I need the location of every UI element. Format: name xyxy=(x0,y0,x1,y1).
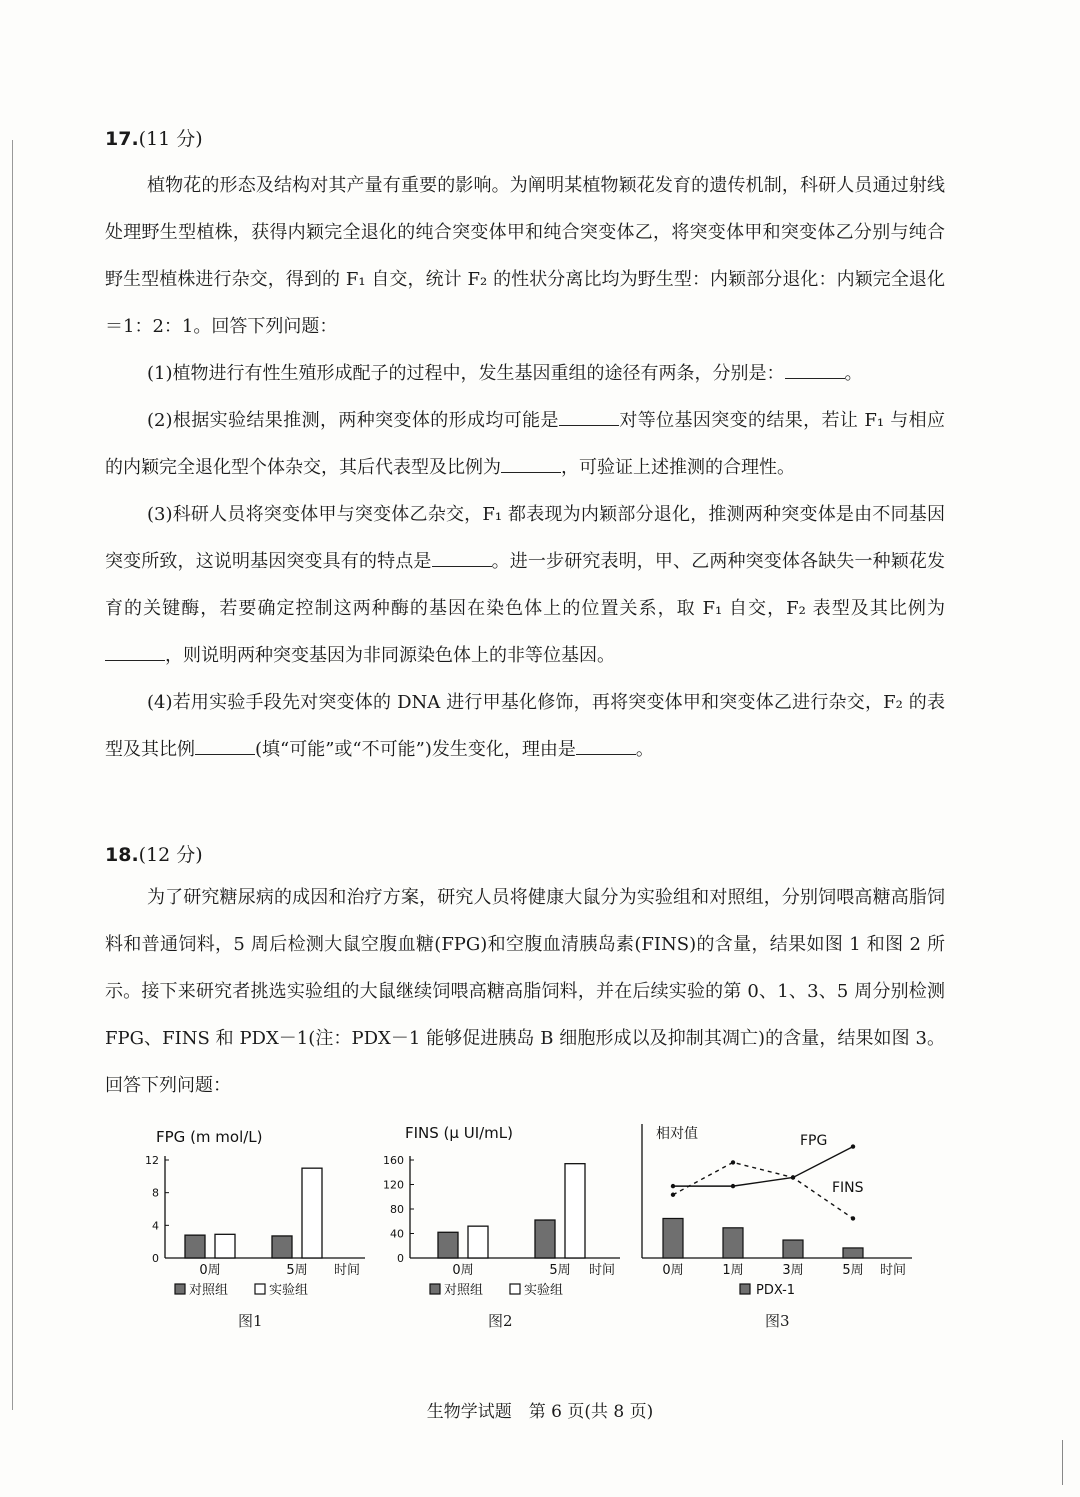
legend-swatch xyxy=(740,1284,750,1294)
series-label-fpg: FPG xyxy=(800,1133,828,1149)
q17-sub2-text-c: ，可验证上述推测的合理性。 xyxy=(561,457,795,478)
y-tick-label: 160 xyxy=(383,1154,404,1167)
bar-experiment xyxy=(468,1226,488,1258)
legend-swatch xyxy=(430,1284,440,1294)
legend-label: 对照组 xyxy=(189,1283,229,1298)
q17-body xyxy=(105,162,945,773)
bar-pdx1 xyxy=(783,1240,803,1258)
y-tick-label: 40 xyxy=(390,1227,404,1241)
q17-heading xyxy=(105,124,203,151)
figure-1-chart xyxy=(120,1120,390,1305)
scan-edge-mark xyxy=(1062,1440,1063,1485)
q17-points: (11 分) xyxy=(138,128,203,150)
page-margin-line xyxy=(12,140,13,1410)
fig3-ylabel: 相对值 xyxy=(656,1126,698,1142)
q17-sub4 xyxy=(105,679,945,773)
line-fins xyxy=(673,1162,853,1218)
bar-experiment xyxy=(302,1168,322,1258)
q17-sub4-text-c: 。 xyxy=(635,739,654,760)
q17-sub3 xyxy=(105,491,945,679)
legend-label: PDX-1 xyxy=(756,1283,796,1298)
legend-label: 实验组 xyxy=(524,1283,564,1298)
x-axis-label: 时间 xyxy=(588,1263,616,1278)
x-tick-label: 0周 xyxy=(662,1263,684,1278)
point-fins xyxy=(791,1175,795,1179)
fig3-caption: 图3 xyxy=(765,1312,790,1330)
bar-control xyxy=(185,1235,205,1258)
legend-label: 对照组 xyxy=(444,1283,484,1298)
bar-control xyxy=(535,1220,555,1258)
bar-experiment xyxy=(215,1234,235,1258)
x-tick-label: 0周 xyxy=(452,1263,474,1278)
q17-intro: 植物花的形态及结构对其产量有重要的影响。为阐明某植物颖花发育的遗传机制，科研人员通过射线处理野生型植株，获得内颖完全退化的纯合突变体甲和纯合突变体乙，将突变体甲和突变体乙分别与纯合野生型植株进行杂交，得到的 F₁ 自交，统计 F₂ 的性状分离比均为野生型：内颖部分退化：内颖完全退化＝1：2：1。回答下列问题： xyxy=(105,175,945,337)
q17-sub2-text-b: 对等位基因突变的结果，若让 F₁ 与相应的内颖完全退化型个体杂交，其后代表型及比例为 xyxy=(105,410,945,478)
q17-sub1-text: (1)植物进行有性生殖形成配子的过程中，发生基因重组的途径有两条，分别是： xyxy=(147,363,785,384)
bar-pdx1 xyxy=(723,1228,743,1258)
legend-swatch xyxy=(255,1284,265,1294)
series-label-fins: FINS xyxy=(832,1180,864,1196)
x-tick-label: 0周 xyxy=(199,1263,221,1278)
y-tick-label: 80 xyxy=(390,1203,404,1216)
q18-heading xyxy=(105,840,203,867)
figure-2-chart xyxy=(375,1120,645,1305)
x-tick-label: 5周 xyxy=(549,1263,571,1278)
figure-3-chart xyxy=(630,1120,920,1305)
q18-points: (12 分) xyxy=(138,844,203,866)
legend-swatch xyxy=(175,1284,185,1294)
y-tick-label: 12 xyxy=(145,1154,159,1167)
point-fins xyxy=(671,1193,675,1197)
q17-sub1-end: 。 xyxy=(844,363,863,384)
q17-sub3-text-b: 。进一步研究表明，甲、乙两种突变体各缺失一种颖花发育的关键酶，若要确定控制这两种酶的基因在染色体上的位置关系，取 F₁ 自交，F₂ 表型及其比例为 xyxy=(105,551,946,619)
x-tick-label: 5周 xyxy=(842,1263,864,1278)
answer-blank[interactable] xyxy=(576,753,636,755)
x-tick-label: 5周 xyxy=(286,1263,308,1278)
answer-blank[interactable] xyxy=(559,424,619,426)
q17-number: 17. xyxy=(105,128,139,150)
q18-body xyxy=(105,874,945,1109)
q17-sub1 xyxy=(105,350,945,397)
point-fpg xyxy=(671,1184,675,1188)
q17-sub2 xyxy=(105,397,945,491)
bar-pdx1 xyxy=(843,1248,863,1258)
answer-blank[interactable] xyxy=(432,565,492,567)
answer-blank[interactable] xyxy=(195,753,255,755)
q18-number: 18. xyxy=(105,844,139,866)
q17-sub3-text-c: ，则说明两种突变基因为非同源染色体上的非等位基因。 xyxy=(165,645,615,666)
x-tick-label: 1周 xyxy=(722,1263,744,1278)
y-tick-label: 8 xyxy=(152,1186,159,1200)
q17-sub3-text-a: (3)科研人员将突变体甲与突变体乙杂交，F₁ 都表现为内颖部分退化，推测两种突变体是由不同基因突变所致，这说明基因突变具有的特点是 xyxy=(105,504,945,572)
answer-blank[interactable] xyxy=(501,471,561,473)
fig1-caption: 图1 xyxy=(238,1312,263,1330)
point-fpg xyxy=(851,1144,855,1148)
q17-sub2-text-a: (2)根据实验结果推测，两种突变体的形成均可能是 xyxy=(147,410,559,431)
fig2-caption: 图2 xyxy=(488,1312,513,1330)
page-footer: 生物学试题 第 6 页(共 8 页) xyxy=(426,1402,654,1422)
legend-swatch xyxy=(510,1284,520,1294)
q18-intro: 为了研究糖尿病的成因和治疗方案，研究人员将健康大鼠分为实验组和对照组，分别饲喂高糖高脂饲料和普通饲料，5 周后检测大鼠空腹血糖(FPG)和空腹血清胰岛素(FINS)的含量，结果如图 1 和图 2 所示。接下来研究者挑选实验组的大鼠继续饲喂高糖高脂饲料，并在后续实验的第 0、1、3、5 周分别检测 FPG、FINS 和 PDX－1(注：PDX－1 能够促进胰岛 B 细胞形成以及抑制其凋亡)的含量，结果如图 3。回答下列问题： xyxy=(105,887,945,1096)
x-axis-label: 时间 xyxy=(333,1263,361,1278)
q17-sub4-text-a: (4)若用实验手段先对突变体的 DNA 进行甲基化修饰，再将突变体甲和突变体乙进行杂交，F₂ 的表型及其比例 xyxy=(105,692,945,760)
x-axis-label: 时间 xyxy=(879,1263,907,1278)
y-tick-label: 4 xyxy=(152,1219,159,1233)
answer-blank[interactable] xyxy=(105,659,165,661)
q17-sub4-text-b: (填“可能”或“不可能”)发生变化，理由是 xyxy=(255,739,576,760)
bar-pdx1 xyxy=(663,1218,683,1258)
bar-control xyxy=(438,1232,458,1258)
point-fpg xyxy=(731,1184,735,1188)
bar-control xyxy=(272,1236,292,1258)
point-fins xyxy=(731,1160,735,1164)
point-fins xyxy=(851,1216,855,1220)
bar-experiment xyxy=(565,1164,585,1258)
y-tick-label: 120 xyxy=(383,1178,404,1192)
fig2-title: FINS (μ UI/mL) xyxy=(405,1124,514,1142)
y-tick-label: 0 xyxy=(152,1252,159,1265)
line-fpg xyxy=(673,1147,853,1187)
fig1-title: FPG (m mol/L) xyxy=(156,1128,263,1146)
x-tick-label: 3周 xyxy=(782,1263,804,1278)
y-tick-label: 0 xyxy=(397,1252,404,1265)
answer-blank[interactable] xyxy=(785,377,845,379)
legend-label: 实验组 xyxy=(269,1283,309,1298)
